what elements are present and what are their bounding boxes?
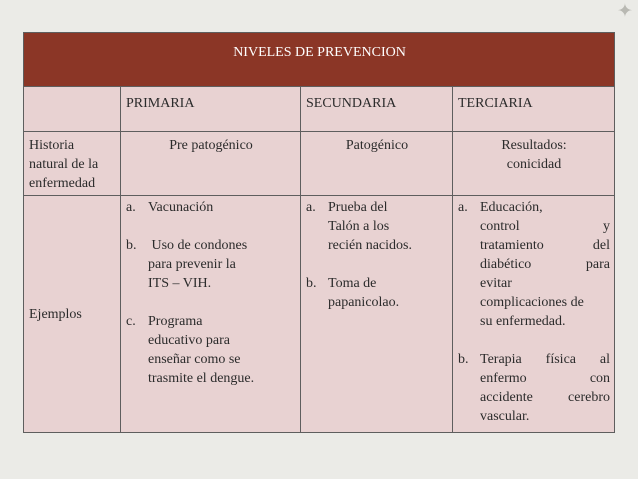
text-line: Talón a los: [328, 219, 390, 234]
list-marker: a.: [306, 200, 316, 215]
text-line: tratamiento del: [480, 238, 611, 253]
level-secundaria: SECUNDARIA: [301, 87, 453, 132]
list-marker: a.: [458, 200, 468, 215]
level-terciaria: TERCIARIA: [453, 87, 615, 132]
prevention-levels-table: [23, 32, 615, 433]
row-header-line: natural de la: [29, 157, 99, 172]
list-marker: b.: [126, 238, 137, 253]
four-point-star-icon: ✦: [617, 1, 633, 22]
level-primaria: PRIMARIA: [121, 87, 301, 132]
empty-header-cell: [24, 87, 121, 132]
row-header-historia: [24, 132, 121, 196]
slide: [23, 32, 614, 432]
text-line: control y: [480, 219, 611, 234]
examples-terciaria: [453, 196, 615, 433]
text-line: trasmite el dengue.: [148, 371, 255, 386]
text-line: Educación,: [480, 200, 543, 215]
stage-primaria: Pre patogénico: [121, 132, 301, 196]
list-marker: c.: [126, 314, 136, 329]
text-line: complicaciones de: [480, 295, 584, 310]
stage-line: Resultados:: [501, 138, 567, 153]
list-item: [126, 312, 296, 388]
text-line: evitar: [480, 276, 512, 291]
examples-secundaria: [301, 196, 453, 433]
text-line: vascular.: [480, 409, 530, 424]
text-line: Programa: [148, 314, 203, 329]
text-line: Uso de condones: [148, 238, 248, 253]
list-text: [480, 350, 610, 426]
stage-terciaria: [453, 132, 615, 196]
list-marker: a.: [126, 200, 136, 215]
list-item: [458, 198, 610, 331]
list-marker: b.: [458, 352, 469, 367]
text-line: su enfermedad.: [480, 314, 566, 329]
row-header-line: enfermedad: [29, 176, 96, 191]
stage-secundaria: Patogénico: [301, 132, 453, 196]
text-line: Toma de: [328, 276, 377, 291]
list-item: [306, 198, 448, 255]
row-header-ejemplos: Ejemplos: [24, 196, 121, 433]
list-text: [328, 198, 448, 255]
list-item: [126, 198, 296, 217]
list-item: [306, 274, 448, 312]
stage-line: conicidad: [506, 157, 562, 172]
examples-primaria: [121, 196, 301, 433]
text-line: Vacunación: [148, 200, 214, 215]
text-line: Terapia física al: [480, 352, 611, 367]
text-line: educativo para: [148, 333, 231, 348]
list-item: [126, 236, 296, 293]
list-item: [458, 350, 610, 426]
text-line: ITS – VIH.: [148, 276, 212, 291]
text-line: Prueba del: [328, 200, 388, 215]
text-line: para prevenir la: [148, 257, 236, 272]
list-text: [480, 198, 610, 331]
text-line: diabético para: [480, 257, 611, 272]
text-line: papanicolao.: [328, 295, 400, 310]
list-text: [148, 198, 296, 217]
list-text: [328, 274, 448, 312]
list-text: [148, 312, 296, 388]
text-line: recién nacidos.: [328, 238, 412, 253]
list-marker: b.: [306, 276, 317, 291]
row-header-line: Historia: [29, 138, 75, 153]
list-text: [148, 236, 296, 293]
text-line: enfermo con: [480, 371, 611, 386]
text-line: accidente cerebro: [480, 390, 611, 405]
table-title: NIVELES DE PREVENCION: [24, 33, 615, 87]
text-line: enseñar como se: [148, 352, 241, 367]
